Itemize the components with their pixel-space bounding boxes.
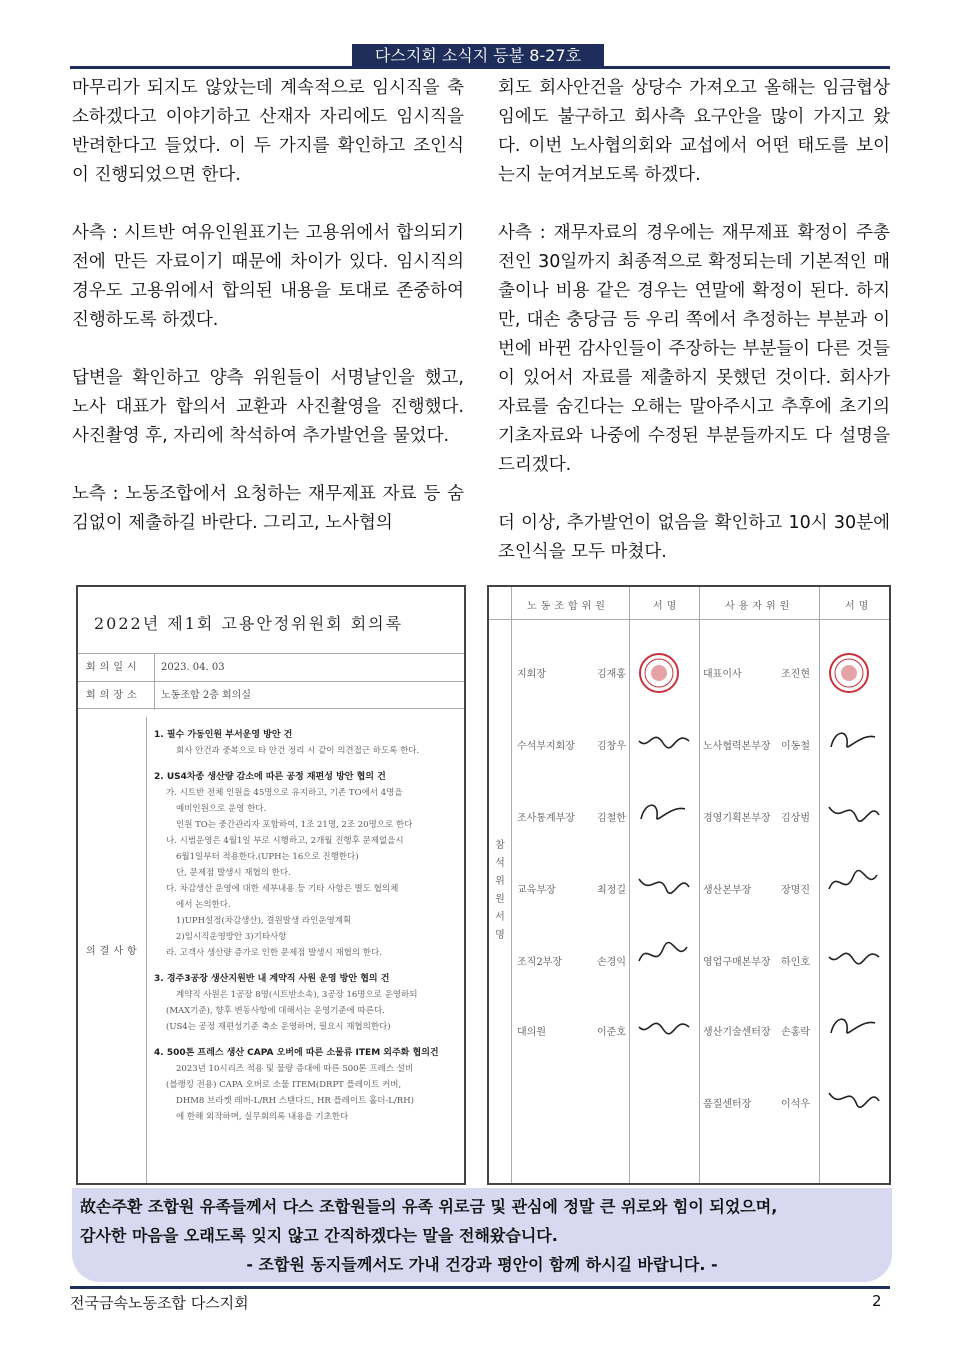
- union-member-name: 이준호: [597, 1027, 626, 1038]
- resolution-item-line: 에 한해 외작하며, 실무회의록 내용을 기초한다: [176, 1112, 349, 1122]
- attendee-signature-label: 참석위원서명: [495, 840, 505, 941]
- union-member-title: 대의원: [517, 1027, 546, 1038]
- newsletter-title: 다스지회 소식지 등불 8-27호: [352, 44, 604, 68]
- minutes-title: 2022년 제1회 고용안정위원회 회의록: [94, 614, 404, 633]
- resolution-item-line: 2)임시직운영방안 3)기타사항: [176, 932, 287, 942]
- union-member-name: 최정길: [597, 885, 626, 896]
- left-column: [72, 74, 464, 538]
- union-member-name: 손경익: [597, 957, 626, 968]
- resolution-item-heading: 3. 경주3공장 생산지원반 내 계약직 사원 운영 방안 협의 건: [154, 974, 390, 984]
- company-sign-header: 서명: [845, 601, 873, 612]
- union-member-name: 김재홍: [597, 669, 626, 680]
- resolution-item-heading: 2. US4차종 생산량 감소에 따른 공정 재편성 방안 협의 건: [154, 772, 386, 782]
- column-divider: [699, 587, 700, 1183]
- resolution-items: [154, 727, 458, 1125]
- resolution-item-line: 회사 안건과 중복으로 타 안건 정리 시 같이 의견접근 하도록 한다.: [176, 746, 420, 756]
- signature-icon: [637, 867, 693, 905]
- resolution-item-line: (블랭킹 전용) CAPA 오버로 소물 ITEM(DRPT 플레이트 커버,: [166, 1080, 402, 1090]
- company-member-name: 장명진: [781, 885, 810, 896]
- resolution-item-line: 2023년 10시리즈 적용 및 물량 증대에 따른 500톤 프레스 설비: [176, 1064, 414, 1074]
- resolution-item-line: 다. 차감생산 운영에 대한 세부내용 등 기타 사항은 별도 협의체: [166, 884, 399, 894]
- minutes-document-image: [76, 585, 466, 1185]
- paragraph: 노측 : 노동조합에서 요청하는 재무제표 자료 등 숨김없이 제출하길 바란다. 그리고, 노사협의: [72, 484, 464, 533]
- resolution-item-line: 단, 문제점 발생시 재협의 한다.: [176, 868, 291, 878]
- signature-icon: [637, 723, 693, 761]
- union-committee-header: 노동조합위원: [527, 601, 609, 612]
- paragraph: 회도 회사안건을 상당수 가져오고 올해는 임금협상임에도 불구하고 회사측 요구안을 많이 가지고 왔다. 이번 노사협의회와 교섭에서 어떤 태도를 보이는지 눈여겨보도록 하겠다.: [498, 78, 890, 185]
- resolution-item-line: 나. 시범운영은 4월1일 부로 시행하고, 2개월 진행후 문제없을시: [166, 836, 404, 846]
- resolution-item-line: 라. 고객사 생산량 증가로 인한 문제점 발생시 재협의 한다.: [166, 948, 382, 958]
- company-member-title: 생산본부장: [703, 885, 752, 896]
- signature-icon: [827, 867, 883, 905]
- signature-icon: [827, 795, 883, 833]
- meeting-date-value: 2023. 04. 03: [154, 654, 225, 682]
- paragraph: 사측 : 시트반 여유인원표기는 고용위에서 합의되기 전에 만든 자료이기 때문에 차이가 있다. 임시직의 경우도 고용위에서 합의된 내용을 토대로 존중하여 진행하도록 하겠다.: [72, 223, 464, 330]
- union-member-title: 수석부지회장: [517, 741, 575, 752]
- resolution-item-line: 가. 시트반 전체 인원을 45명으로 유지하고, 기존 TO에서 4명을: [166, 788, 403, 798]
- signature-icon: [827, 723, 883, 761]
- paragraph: 마무리가 되지도 않았는데 계속적으로 임시직을 축소하겠다고 이야기하고 산재자 자리에도 임시직을 반려한다고 들었다. 이 두 가지를 확인하고 조인식이 진행되었으면 한다.: [72, 78, 464, 185]
- notice-line: 故손주환 조합원 유족들께서 다스 조합원들의 유족 위로금 및 관심에 정말 큰 위로와 힘이 되었으며,: [80, 1197, 778, 1216]
- meeting-place-label: 회의장소: [86, 690, 141, 701]
- company-member-title: 대표이사: [703, 669, 742, 680]
- company-member-name: 김상범: [781, 813, 810, 824]
- resolution-item-line: 1)UPH설정(차감생산), 결원발생 라인운영계획: [176, 916, 352, 926]
- resolution-item-line: 에서 논의한다.: [176, 900, 231, 910]
- resolution-item-line: (MAX기준), 향후 변동사항에 대해서는 운영기준에 따른다.: [166, 1006, 385, 1016]
- seal-stamp-icon: [637, 651, 681, 699]
- resolution-item-line: DHM8 브라켓 레버-L/RH 스탠다드, HR 플레이트 홀더-L/RH): [176, 1096, 414, 1106]
- resolution-item-line: 6월1일부터 적용한다.(UPH는 16으로 진행한다): [176, 852, 359, 862]
- paragraph: 더 이상, 추가발언이 없음을 확인하고 10시 30분에 조인식을 모두 마쳤다.: [498, 513, 890, 562]
- company-member-name: 이석우: [781, 1099, 810, 1110]
- company-member-title: 노사협력본부장: [703, 741, 771, 752]
- resolution-item-line: 계약직 사원은 1공장 8명(시트반소속), 3공장 16명으로 운영하되: [176, 990, 418, 1000]
- signature-icon: [827, 1009, 883, 1047]
- company-member-title: 생산기술센터장: [703, 1027, 771, 1038]
- condolence-notice: [72, 1188, 892, 1282]
- signature-document-image: [487, 585, 891, 1185]
- company-member-title: 경영기획본부장: [703, 813, 771, 824]
- page-number: 2: [872, 1292, 882, 1310]
- company-committee-header: 사용자위원: [725, 601, 794, 612]
- meeting-place-row: [78, 681, 464, 709]
- company-member-title: 영업구매본부장: [703, 957, 771, 968]
- company-member-name: 이동철: [781, 741, 810, 752]
- union-member-name: 김철한: [597, 813, 626, 824]
- meeting-date-row: [78, 653, 464, 681]
- column-divider: [629, 587, 630, 1183]
- paragraph: 답변을 확인하고 양측 위원들이 서명날인을 했고, 노사 대표가 합의서 교환과 사진촬영을 진행했다. 사진촬영 후, 자리에 착석하여 추가발언을 물었다.: [72, 368, 464, 446]
- union-member-name: 김창우: [597, 741, 626, 752]
- union-member-title: 지회장: [517, 669, 546, 680]
- signature-icon: [827, 939, 883, 977]
- column-divider: [819, 587, 820, 1183]
- meeting-place-value: 노동조합 2층 회의실: [154, 682, 251, 710]
- resolution-item-heading: 4. 500톤 프레스 생산 CAPA 오버에 따른 소물류 ITEM 외주화 협의건: [154, 1048, 439, 1058]
- header-rule: [70, 66, 890, 69]
- column-divider: [511, 587, 512, 1183]
- resolution-item-heading: 1. 필수 가동인원 부서운영 방안 건: [154, 730, 293, 740]
- signature-icon: [637, 795, 693, 833]
- union-member-title: 교육부장: [517, 885, 556, 896]
- company-member-name: 하인호: [781, 957, 810, 968]
- notice-line: 감사한 마음을 오래도록 잊지 않고 간직하겠다는 말을 전해왔습니다.: [80, 1226, 558, 1245]
- signature-icon: [637, 939, 693, 977]
- right-column: [498, 74, 890, 567]
- column-divider: [146, 717, 147, 1183]
- company-member-name: 손홍락: [781, 1027, 810, 1038]
- meeting-date-label: 회의일시: [86, 662, 141, 673]
- header-divider: [489, 619, 889, 620]
- union-sign-header: 서명: [653, 601, 681, 612]
- signature-icon: [827, 1081, 883, 1119]
- company-member-name: 조진현: [781, 669, 810, 680]
- union-member-title: 조직2부장: [517, 957, 563, 968]
- union-member-title: 조사통계부장: [517, 813, 575, 824]
- company-member-title: 품질센터장: [703, 1099, 752, 1110]
- resolution-item-line: 인원 TO는 중간관리자 포함하여, 1조 21명, 2조 20명으로 한다: [176, 820, 413, 830]
- footer-rule: [70, 1286, 890, 1289]
- resolution-label: 의결사항: [86, 946, 141, 957]
- resolution-item-line: 예비인원으로 운영 한다.: [176, 804, 267, 814]
- seal-stamp-icon: [827, 651, 871, 699]
- paragraph: 사측 : 재무자료의 경우에는 재무제표 확정이 주총 전인 30일까지 최종적으로 확정되는데 기본적인 매출이나 비용 같은 경우는 연말에 확정이 된다. 하지만, 대손 충당금 등 우리 쪽에서 추정하는 부분과 이번에 바뀐 감사인들이 주장하는 부분들이 다른 것들이 있어서 자료를 제출하지 못했던 것이다. 회사가 자료를 숨긴다는 오해는 말아주시고 추후에 초기의 기초자료와 나중에 수정된 부분들까지도 다 설명을 드리겠다.: [498, 223, 890, 475]
- resolution-item-line: (US4는 공정 재편성기준 축소 운영하며, 필요시 재협의한다): [166, 1022, 391, 1032]
- signature-icon: [637, 1009, 693, 1047]
- notice-closing: - 조합원 동지들께서도 가내 건강과 평안이 함께 하시길 바랍니다. -: [246, 1255, 718, 1274]
- union-name: 전국금속노동조합 다스지회: [70, 1294, 249, 1312]
